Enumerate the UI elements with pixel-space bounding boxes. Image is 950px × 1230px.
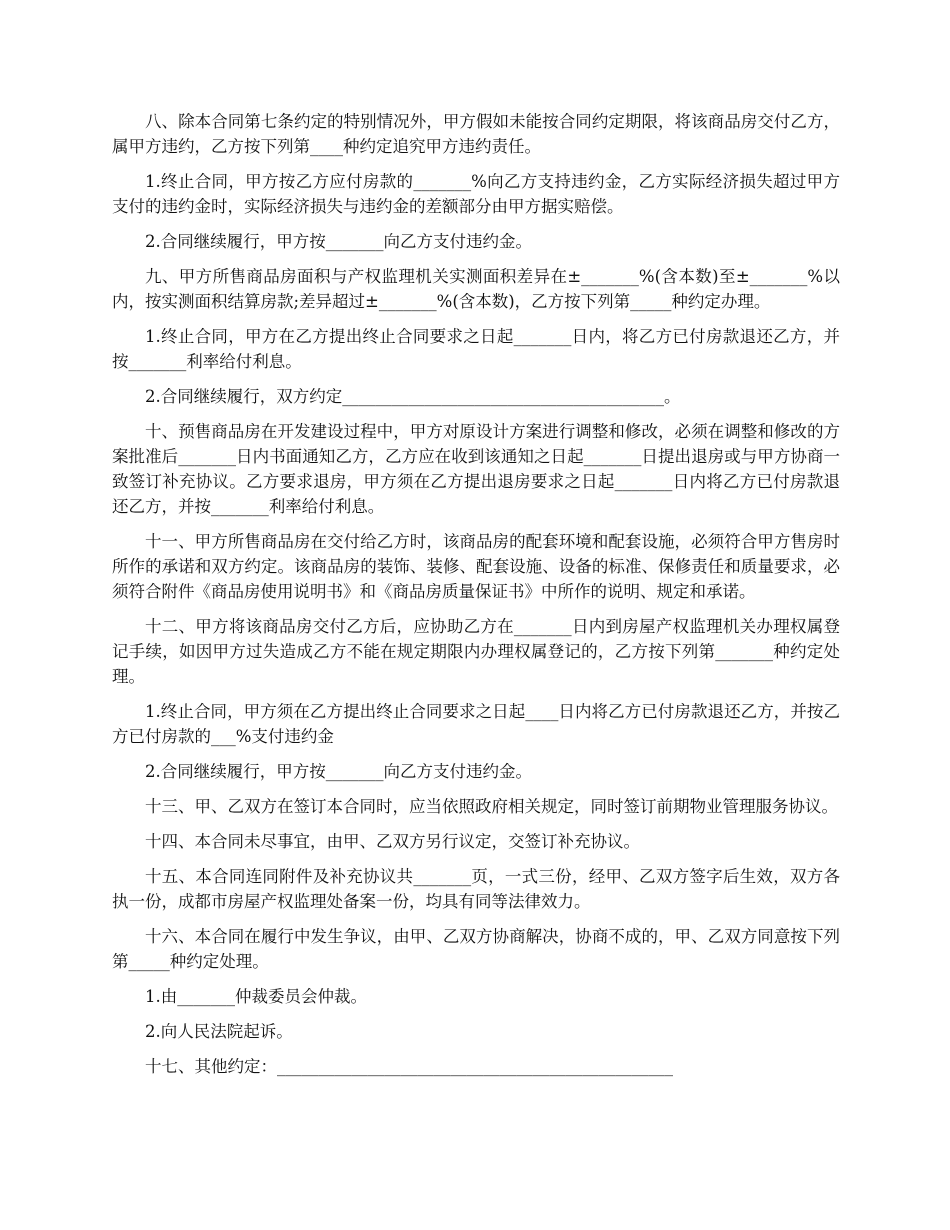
clause-9-option-2: 2.合同继续履行，双方约定_______________________________________。	[145, 387, 681, 406]
clause-13: 十三、甲、乙双方在签订本合同时，应当依照政府相关规定，同时签订前期物业管理服务协议。	[145, 797, 838, 816]
clause-12: 十二、甲方将该商品房交付乙方后，应协助乙方在_______日内到房屋产权监理机关办理权属登记手续，如因甲方过失造成乙方不能在规定期限内办理权属登记的，乙方按下列第_______种约定处理。	[112, 617, 840, 686]
clause-16-option-2: 2.向人民法院起诉。	[145, 1022, 293, 1041]
clause-11: 十一、甲方所售商品房在交付给乙方时，该商品房的配套环境和配套设施，必须符合甲方售房时所作的承诺和双方约定。该商品房的装饰、装修、配套设施、设备的标准、保修责任和质量要求，必须符合附件《商品房使用说明书》和《商品房质量保证书》中所作的说明、规定和承诺。	[112, 532, 840, 601]
clause-8: 八、除本合同第七条约定的特别情况外，甲方假如未能按合同约定期限，将该商品房交付乙方，属甲方违约，乙方按下列第____种约定追究甲方违约责任。	[112, 112, 840, 156]
clause-16-option-1: 1.由_______仲裁委员会仲裁。	[145, 987, 367, 1006]
clause-9-option-1: 1.终止合同，甲方在乙方提出终止合同要求之日起_______日内，将乙方已付房款退还乙方，并按_______利率给付利息。	[112, 327, 840, 371]
clause-16: 十六、本合同在履行中发生争议，由甲、乙双方协商解决，协商不成的，甲、乙双方同意按下列第_____种约定处理。	[112, 927, 840, 971]
clause-8-option-1: 1.终止合同，甲方按乙方应付房款的_______%向乙方支持违约金，乙方实际经济损失超过甲方支付的违约金时，实际经济损失与违约金的差额部分由甲方据实赔偿。	[112, 172, 840, 216]
clause-12-option-2: 2.合同继续履行，甲方按_______向乙方支付违约金。	[145, 762, 532, 781]
clause-12-option-1: 1.终止合同，甲方须在乙方提出终止合同要求之日起____日内将乙方已付房款退还乙方，并按乙方已付房款的___%支付违约金	[112, 702, 840, 746]
clause-15: 十五、本合同连同附件及补充协议共_______页，一式三份，经甲、乙双方签字后生效，双方各执一份，成都市房屋产权监理处备案一份，均具有同等法律效力。	[112, 867, 840, 911]
clause-9: 九、甲方所售商品房面积与产权监理机关实测面积差异在±_______%(含本数)至±_______%以内，按实测面积结算房款;差异超过±_______%(含本数)，乙方按下列第_____种约定办理。	[112, 267, 840, 311]
clause-8-option-2: 2.合同继续履行，甲方按_______向乙方支付违约金。	[145, 232, 532, 251]
clause-14: 十四、本合同未尽事宜，由甲、乙双方另行议定，交签订补充协议。	[145, 832, 640, 851]
clause-17: 十七、其他约定：________________________________________________	[145, 1057, 673, 1076]
clause-10: 十、预售商品房在开发建设过程中，甲方对原设计方案进行调整和修改，必须在调整和修改的方案批准后_______日内书面通知乙方，乙方应在收到该通知之日起_______日提出退房或与甲方协商一致签订补充协议。乙方要求退房，甲方须在乙方提出退房要求之日起_______日内将乙方已付房款退还乙方，并按_______利率给付利息。	[112, 422, 840, 516]
